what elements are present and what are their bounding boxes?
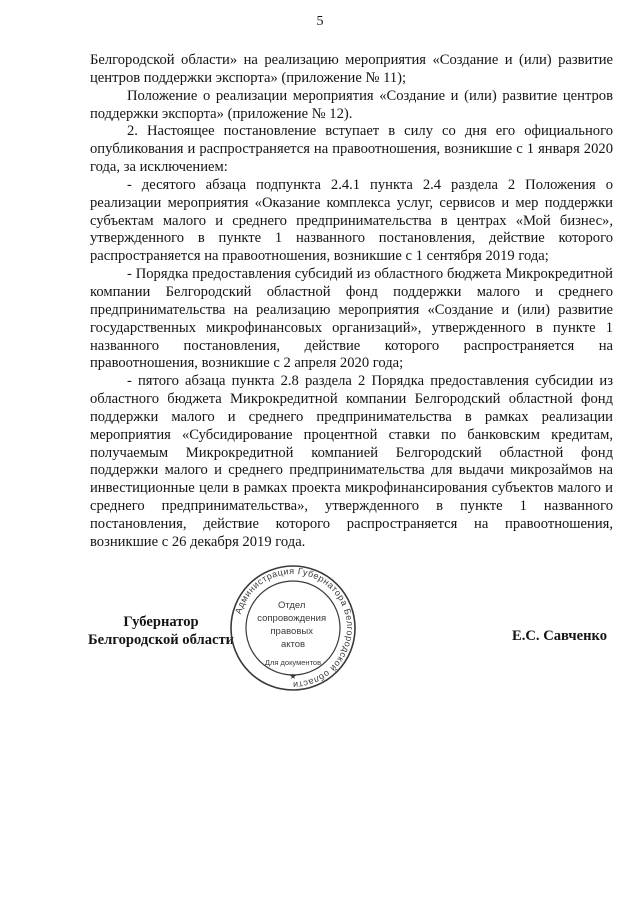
stamp-bottom-text: Для документов <box>264 658 322 667</box>
signature-title-line-2: Белгородской области <box>88 632 235 648</box>
stamp-line-4: актов <box>280 639 306 650</box>
paragraph-1: Белгородской области» на реализацию мероприятия «Создание и (или) развитие центров поддержки экспорта» (приложение № 11); <box>90 52 613 86</box>
signature-title-line-1: Губернатор <box>123 614 199 630</box>
paragraph-6: - пятого абзаца пункта 2.8 раздела 2 Порядка предоставления субсидии из областного бюджета Микрокредитной компании Белгородский областной фонд поддержки малого и среднего предпринимательства в рамках реализации мероприятия «Субсидирование процентной ставки по банковским кредитам, получаемым Микрокредитной компанией Белгородский областной фонд поддержки малого и среднего предпринимательства для выдачи микрозаймов на инвестиционные цели в рамках проекта микрофинансирования субъектов малого и среднего предпринимательства», утвержденного в пункте 1 названного постановления, действие которого распространяется на правоотношения, возникшие с 26 декабря 2019 года. <box>90 373 613 550</box>
page-number: 5 <box>316 14 324 29</box>
stamp-line-2: сопровождения <box>257 613 327 624</box>
signature-title <box>88 613 234 649</box>
stamp-star-icon: ★ <box>289 672 297 681</box>
paragraph-4: - десятого абзаца подпункта 2.4.1 пункта 2.4 раздела 2 Положения о реализации мероприятия «Оказание комплекса услуг, сервисов и мер поддержки субъектам малого и среднего предпринимательства в центрах «Мой бизнес», утвержденного в пункте 1 названного постановления, действие которого распространяется на правоотношения, возникшие с 1 сентября 2019 года; <box>90 176 613 265</box>
document-body <box>90 52 613 552</box>
official-stamp <box>228 563 358 693</box>
paragraph-3: 2. Настоящее постановление вступает в силу со дня его официального опубликования и распространяется на правоотношения, возникшие с 1 января 2020 года, за исключением: <box>90 123 613 176</box>
svg-text:Отдел сопровождения пр <box>257 600 329 650</box>
paragraph-5: - Порядка предоставления субсидий из областного бюджета Микрокредитной компании Белгородский областной фонд поддержки малого и среднего предпринимательства на реализацию мероприятия «Создание и (или) развитие государственных микрофинансовых организаций», утвержденного в пункте 1 названного постановления, действие которого распространяется на правоотношения, возникшие с 2 апреля 2020 года; <box>90 266 613 372</box>
stamp-line-1: Отдел <box>277 600 306 611</box>
stamp-outer-text: Администрация Губернатора Белгородской области <box>232 565 356 691</box>
paragraph-2: Положение о реализации мероприятия «Создание и (или) развитие центров поддержки экспорта» (приложение № 12). <box>90 87 613 122</box>
signature-name: Е.С. Савченко <box>512 628 608 644</box>
stamp-line-3: правовых <box>270 626 313 637</box>
